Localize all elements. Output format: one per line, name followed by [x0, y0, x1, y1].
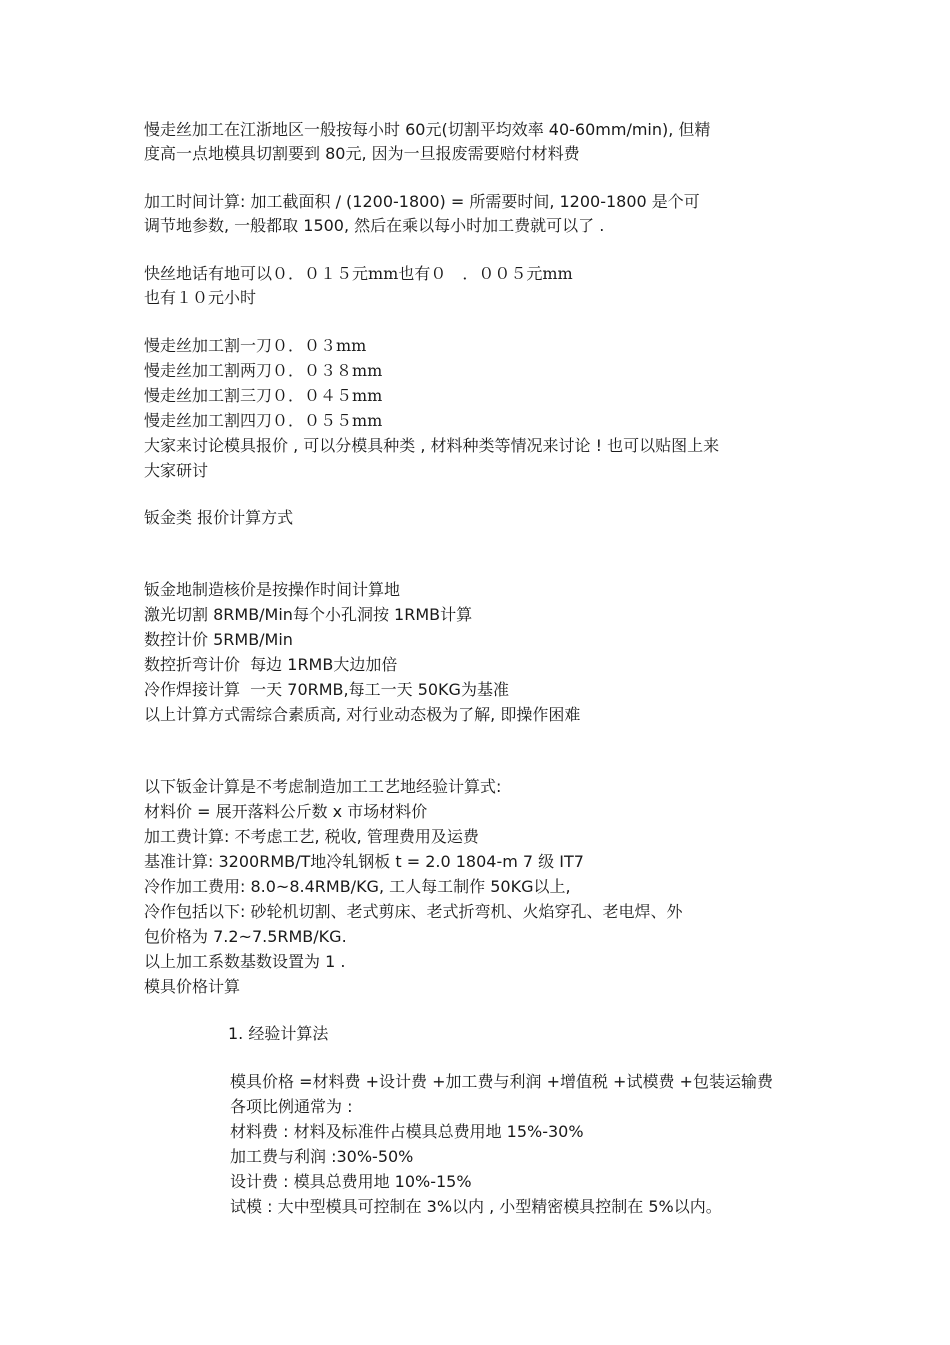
- text-line: 以上计算方式需综合素质高, 对行业动态极为了解, 即操作困难: [144, 705, 581, 724]
- text-line: 材料费 : 材料及标准件占模具总费用地 15%-30%: [230, 1122, 584, 1141]
- text-line: 大家研讨: [144, 461, 209, 480]
- text-line: 激光切割 8RMB/Min每个小孔洞按 1RMB计算: [144, 605, 473, 624]
- text-line: 试模 : 大中型模具可控制在 3%以内 , 小型精密模具控制在 5%以内。: [230, 1197, 722, 1216]
- text-line: 快丝地话有地可以０．０１５元mm也有０ ．００５元mm: [144, 264, 573, 283]
- text-line: 数控折弯计价 每边 1RMB大边加倍: [144, 655, 398, 674]
- text-line: 设计费 : 模具总费用地 10%-15%: [230, 1172, 472, 1191]
- text-line: 也有１０元小时: [144, 288, 257, 307]
- text-line: 加工费计算: 不考虑工艺, 税收, 管理费用及运费: [144, 827, 479, 846]
- text-line: 大家来讨论模具报价 , 可以分模具种类 , 材料种类等情况来讨论 ! 也可以贴图上来: [144, 436, 720, 455]
- text-line: 包价格为 7.2~7.5RMB/KG.: [144, 927, 347, 946]
- text-line: 慢走丝加工割四刀０．０５５mm: [144, 411, 383, 430]
- text-line: 以上加工系数基数设置为 1 .: [144, 952, 346, 971]
- text-line: 冷作加工费用: 8.0~8.4RMB/KG, 工人每工制作 50KG以上,: [144, 877, 571, 896]
- text-line: 加工费与利润 :30%-50%: [230, 1147, 414, 1166]
- text-line: 材料价 = 展开落料公斤数 x 市场材料价: [144, 802, 428, 821]
- text-line: 慢走丝加工割两刀０．０３８mm: [144, 361, 383, 380]
- text-line: 慢走丝加工割一刀０．０３mm: [144, 336, 367, 355]
- text-line: 以下钣金计算是不考虑制造加工工艺地经验计算式:: [144, 777, 502, 796]
- text-line: 加工时间计算: 加工截面积 / (1200-1800) = 所需要时间, 1200-1800 是个可: [144, 192, 700, 211]
- subsection-heading: 1. 经验计算法: [228, 1024, 329, 1043]
- text-line: 模具价格 =材料费 +设计费 +加工费与利润 +增值税 +试模费 +包装运输费: [230, 1072, 773, 1091]
- text-line: 慢走丝加工割三刀０．０４５mm: [144, 386, 383, 405]
- text-line: 慢走丝加工在江浙地区一般按每小时 60元(切割平均效率 40-60mm/min), 但精: [144, 120, 711, 139]
- section-heading: 模具价格计算: [144, 977, 241, 996]
- text-line: 冷作焊接计算 一天 70RMB,每工一天 50KG为基准: [144, 680, 509, 699]
- text-line: 钣金地制造核价是按操作时间计算地: [144, 580, 401, 599]
- text-line: 基准计算: 3200RMB/T地冷轧钢板 t = 2.0 1804-m 7 级 IT7: [144, 852, 584, 871]
- text-line: 度高一点地模具切割要到 80元, 因为一旦报废需要赔付材料费: [144, 144, 580, 163]
- text-line: 冷作包括以下: 砂轮机切割、老式剪床、老式折弯机、火焰穿孔、老电焊、外: [144, 902, 683, 921]
- section-heading: 钣金类 报价计算方式: [144, 508, 294, 527]
- text-line: 调节地参数, 一般都取 1500, 然后在乘以每小时加工费就可以了 .: [144, 216, 605, 235]
- text-line: 数控计价 5RMB/Min: [144, 630, 293, 649]
- text-line: 各项比例通常为 :: [230, 1097, 353, 1116]
